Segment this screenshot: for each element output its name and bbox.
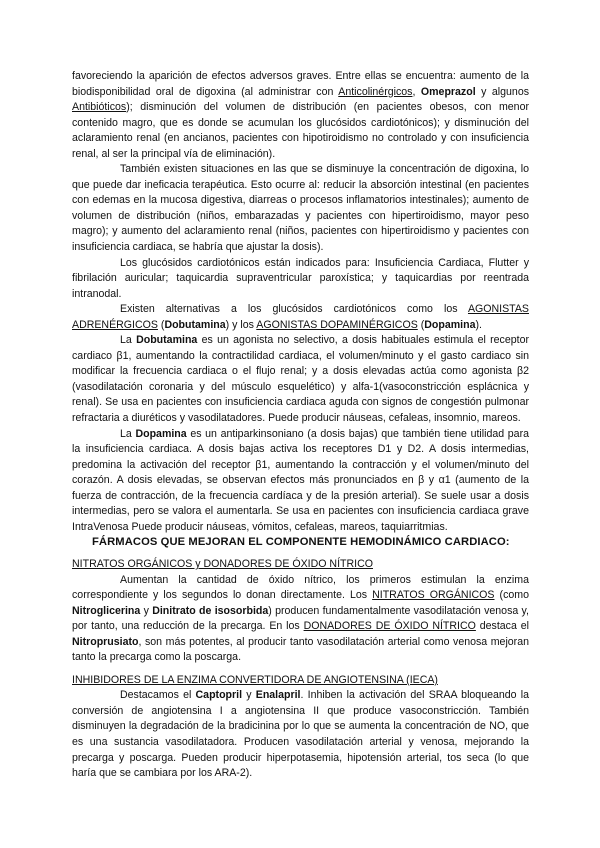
bold-term: Dinitrato de isosorbida [152, 604, 269, 617]
text-run: La [120, 427, 136, 440]
underlined-term: AGONISTAS DOPAMINÉRGICOS [256, 318, 418, 331]
text-run: INHIBIDORES DE LA ENZIMA CONVERTIDORA DE ANGIOTENSINA (IECA) [72, 673, 438, 686]
paragraph [72, 573, 529, 666]
text-run: y [242, 689, 256, 702]
text-run: destaca el [475, 620, 529, 633]
text-run: Existen alternativas a los glucósidos cardiotónicos como los [120, 303, 468, 316]
bold-term: Dopamina [424, 318, 476, 331]
section-spacer [72, 666, 529, 673]
document-page [72, 69, 529, 782]
subsection-title [72, 673, 529, 689]
text-run: Aumentan la cantidad de óxido nítrico, los primeros estimulan la enzima correspondiente y los segundos lo donan directamente. Los [72, 573, 529, 602]
bold-term: Enalapril [255, 689, 301, 702]
paragraph [72, 427, 529, 536]
text-run: NITRATOS ORGÁNICOS y DONADORES DE ÓXIDO NÍTRICO [72, 557, 373, 570]
bold-term: Dopamina [135, 427, 187, 440]
text-run: Los glucósidos cardiotónicos están indicados para: Insuficiencia Cardiaca, Flutter y fibrilación auricular; taquicardia supraventricular paroxística; y taquicardias por reentrada intranodal. [72, 256, 529, 300]
underlined-term: Anticolinérgicos [338, 85, 413, 98]
text-run: . Inhiben la activación del SRAA bloqueando la conversión de angiotensina I a angiotensina II que produce vasoconstricción. También disminuyen la degradación de la bradicinina por lo que se aumenta la concentración de NO, que es una sustancia vasodilatadora. Producen vasodilatación arterial y venosa, mejorando la precarga y poscarga. Pueden producir hiperpotasemia, hipotensión arterial, tos seca (lo que haría que se cambiara por los ARA-2). [72, 689, 529, 780]
paragraph [72, 333, 529, 426]
text-run: También existen situaciones en las que se disminuye la concentración de digoxina, lo que puede dar ineficacia terapéutica. Esto ocurre al: reducir la absorción intestinal (en pacientes con edemas en la mucosa digestiva, diarreas o procesos inflamatorios intestinales); aumento de volumen de distribución (niños, embarazadas y pacientes con hipertiroidismo, mayor peso magro); y aumento del aclaramiento renal (niños, pacientes con hipertiroidismo y pacientes con insuficiencia cardiaca, se habría que ajustar la dosis). [72, 163, 529, 254]
text-run: ). [475, 318, 482, 331]
bold-term: Dobutamina [136, 334, 198, 347]
text-run: ( [417, 318, 425, 331]
text-run: (como [494, 589, 529, 602]
paragraph [72, 69, 529, 162]
subsection-title [72, 557, 529, 573]
section-heading [92, 535, 529, 551]
text-run: es un agonista no selectivo, a dosis habituales estimula el receptor cardiaco β1, aumentando la contractilidad cardiaca, el volumen/minuto y el gasto cardiaco sin modificar la frecuencia cardiaca o el flujo renal; y a dosis elevadas actúa como agonista β2 (vasodilatación coronaria y del músculo esquelético) y alfa-1(vasoconstricción esplácnica y renal). Se usa en pacientes con insuficiencia cardiaca aguda con signos de congestión pulmonar refractaria a diuréticos y vasodilatadores. Puede producir náuseas, cefaleas, insomnio, mareos. [72, 334, 529, 425]
text-run: , son más potentes, al producir tanto vasodilatación arterial como venosa mejoran tanto la precarga como la poscarga. [72, 635, 529, 664]
text-run: ) y los [225, 318, 257, 331]
text-run: y algunos [475, 85, 530, 98]
bold-term: Captopril [195, 689, 243, 702]
text-run: favoreciendo la aparición de efectos adversos graves. Entre ellas se encuentra: aumento de la biodisponibilidad oral de digoxina (al administrar con [72, 70, 529, 98]
paragraph [72, 256, 529, 303]
text-run: ) producen fundamentalmente vasodilatación venosa y, por tanto, una reducción de la precarga. En los [72, 604, 530, 633]
text-run: es un antiparkinsoniano (a dosis bajas) que también tiene utilidad para la insuficiencia cardiaca. A dosis bajas activa los receptores D1 y D2. A dosis intermedias, predomina la activación del receptor β1, aumentando la contracción y el volumen/minuto del corazón. A dosis elevadas, se observan efectos más pronunciados en β y α1 (aumento de la fuerza de contracción, de la frecuencia cardíaca y de la presión arterial). Se suele usar a dosis intermedias, pero se valora el aumentarla. Se usa en pacientes con insuficiencia cardiaca grave IntraVenosa Puede producir náuseas, vómitos, cefaleas, mareos, taquiarritmias. [72, 427, 529, 533]
text-run: , [412, 85, 421, 98]
bold-term: Omeprazol [420, 85, 476, 98]
underlined-term: Antibióticos [72, 101, 127, 114]
text-run: ); disminución del volumen de distribución (en pacientes obesos, con menor contenido magro, que es donde se acumulan los glucósidos cardiotónicos); y disminución del aclaramiento renal (en ancianos, pacientes con hipotiroidismo no controlado y con insuficiencia renal, al ser la principal vía de eliminación). [72, 101, 529, 160]
paragraph [72, 162, 529, 255]
text-run: y [140, 604, 153, 617]
text-run: FÁRMACOS QUE MEJORAN EL COMPONENTE HEMODINÁMICO CARDIACO: [92, 536, 510, 549]
underlined-term: DONADORES DE ÓXIDO NÍTRICO [303, 620, 476, 633]
bold-term: Nitroprusiato [72, 635, 139, 648]
text-run: Destacamos el [120, 689, 196, 702]
paragraph [72, 302, 529, 333]
bold-term: Nitroglicerina [72, 604, 141, 617]
bold-term: Dobutamina [164, 318, 226, 331]
paragraph [72, 688, 529, 781]
text-run: La [120, 334, 137, 347]
text-run: ( [157, 318, 165, 331]
underlined-term: AGONISTAS ADRENÉRGICOS [72, 303, 529, 331]
underlined-term: NITRATOS ORGÁNICOS [372, 589, 495, 602]
